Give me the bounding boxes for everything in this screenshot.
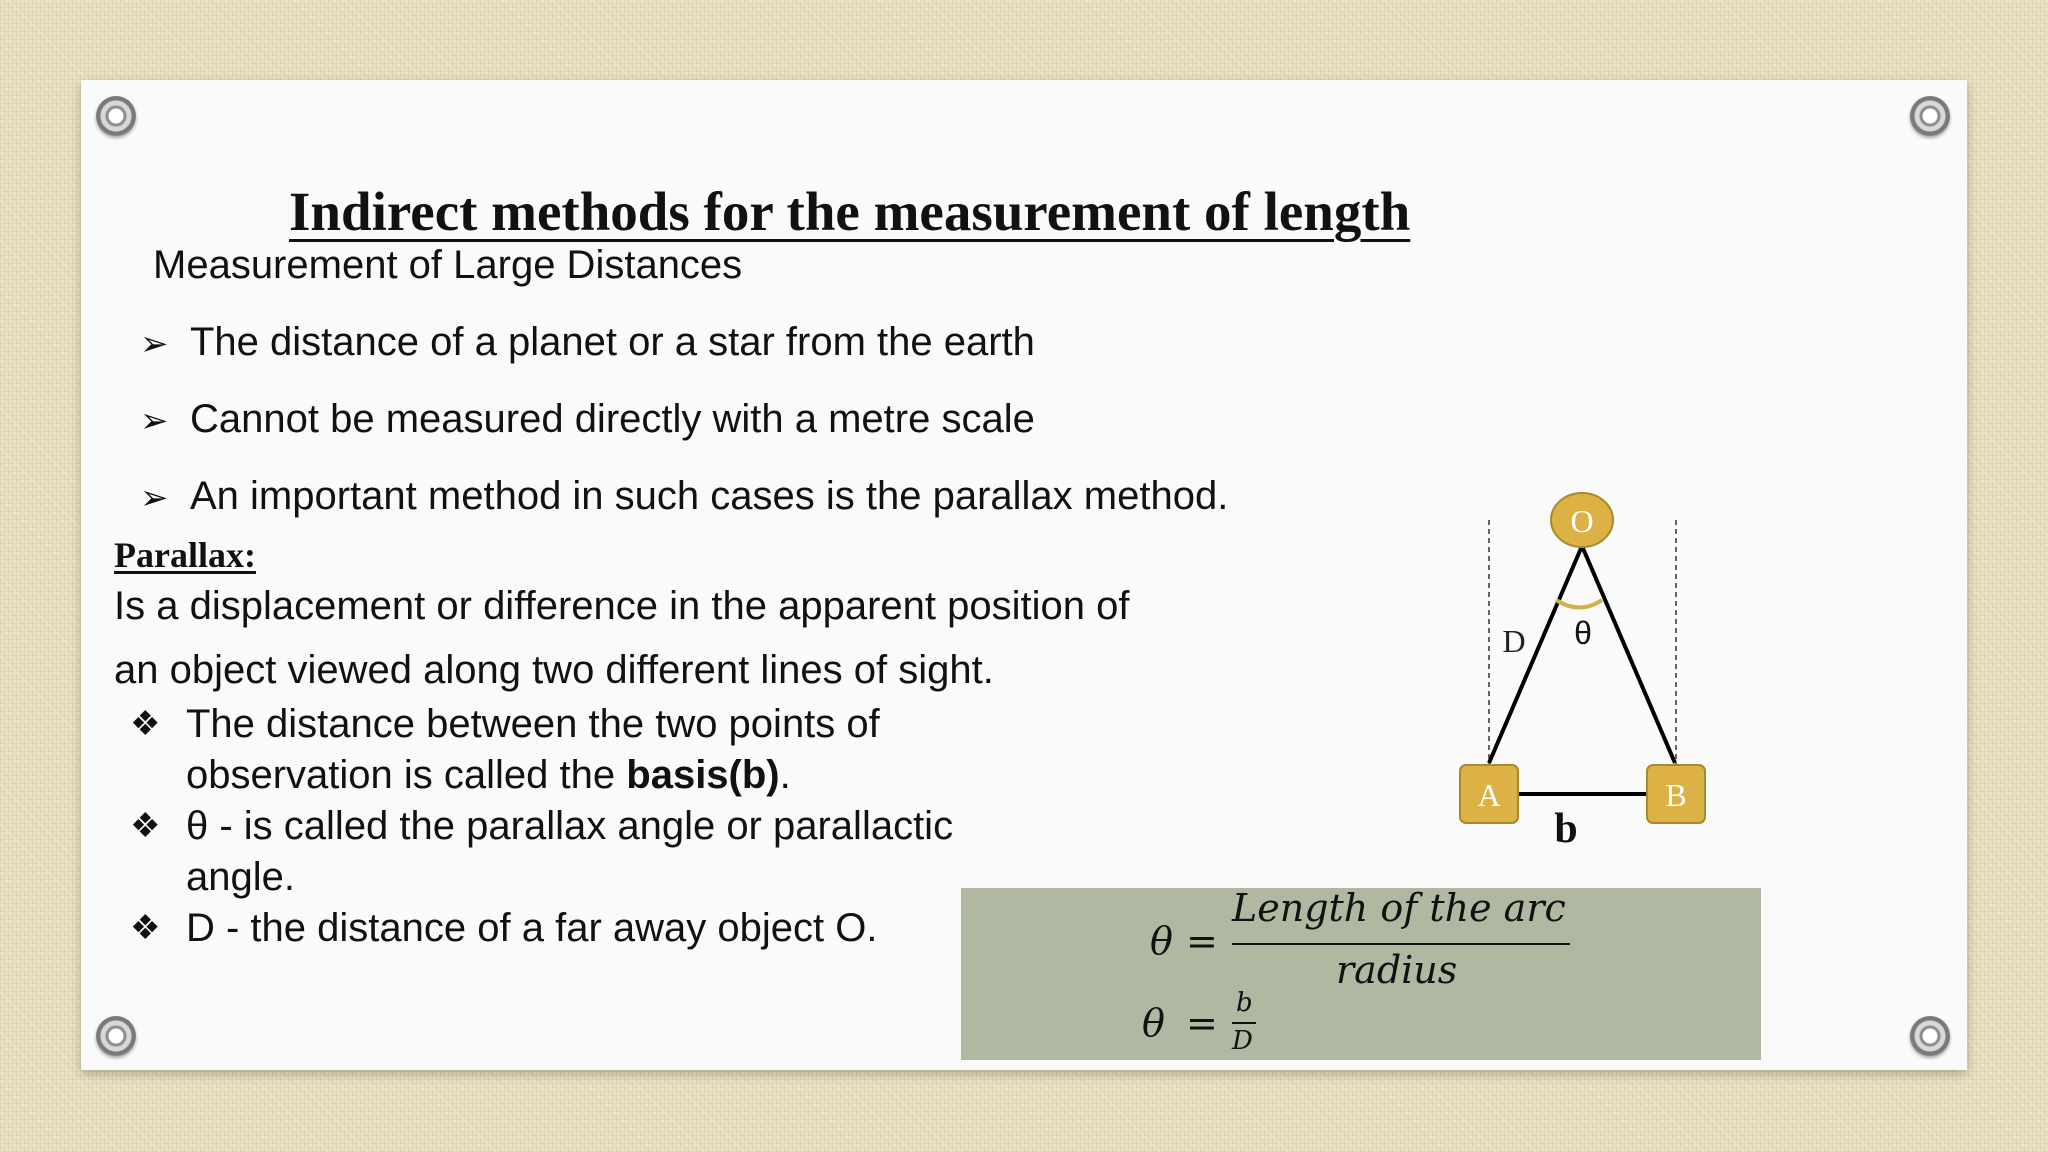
- bullet-theta: [130, 801, 1030, 903]
- formula-denominator: radius: [1336, 948, 1458, 992]
- parallax-diagram: [1440, 480, 1740, 860]
- page-title: Indirect methods for the measurement of length: [289, 181, 1411, 242]
- formula-theta-1: θ: [1150, 919, 1173, 963]
- formula-small-numerator: b: [1236, 988, 1253, 1018]
- bullet-distance-text: D - the distance of a far away object O.: [186, 906, 878, 950]
- arrow-bullet-icon: ➢: [140, 325, 169, 363]
- node-o-label: O: [1570, 503, 1594, 539]
- definition-line-2: an object viewed along two different lines of sight.: [114, 648, 994, 692]
- arrow-bullet-icon: ➢: [140, 402, 169, 440]
- parallax-heading: Parallax:: [114, 535, 256, 575]
- line-o-b: [1582, 546, 1675, 763]
- list-item: [140, 397, 1035, 442]
- list-item: [140, 320, 1035, 365]
- list-item-text: Cannot be measured directly with a metre scale: [190, 397, 1035, 441]
- arrow-bullet-icon: ➢: [140, 479, 169, 517]
- formula-numerator: Length of the arc: [1232, 886, 1566, 930]
- label-theta: θ: [1574, 615, 1592, 651]
- bullet-theta-line1: θ - is called the parallax angle or parallactic: [186, 804, 954, 848]
- formula-equals-2: =: [1186, 1001, 1218, 1045]
- bullet-basis-line1: The distance between the two points of: [186, 702, 880, 746]
- grommet-top-right: [1910, 96, 1950, 136]
- subtitle: Measurement of Large Distances: [153, 243, 743, 287]
- diamond-bullet-icon: ❖: [130, 705, 161, 743]
- node-b-label: B: [1665, 777, 1687, 813]
- formula-theta-2: θ: [1142, 1001, 1165, 1045]
- definition-line-1: Is a displacement or difference in the apparent position of: [114, 584, 1130, 628]
- label-d: D: [1502, 623, 1526, 659]
- formula-small-denominator: D: [1232, 1026, 1253, 1056]
- basis-bold: basis(b): [626, 753, 780, 797]
- theta-arc: [1556, 600, 1602, 608]
- list-item-text: The distance of a planet or a star from the earth: [190, 320, 1035, 364]
- bullet-basis: [130, 699, 1030, 801]
- label-base-b: b: [1554, 806, 1578, 852]
- bullet-distance: [130, 903, 1030, 954]
- diamond-bullet-icon: ❖: [130, 909, 161, 947]
- node-a-label: A: [1477, 777, 1501, 813]
- bullet-basis-line2: observation is called the basis(b).: [186, 753, 791, 797]
- bullet-theta-line2: angle.: [186, 855, 295, 899]
- grommet-top-left: [96, 96, 136, 136]
- grommet-bottom-left: [96, 1016, 136, 1056]
- small-fraction-bar: [1232, 1022, 1256, 1024]
- diamond-bullet-icon: ❖: [130, 807, 161, 845]
- list-item-text: An important method in such cases is the parallax method.: [190, 474, 1229, 518]
- formula-equals-1: =: [1186, 919, 1218, 963]
- list-item: [140, 474, 1228, 519]
- fraction-bar: [1232, 943, 1570, 945]
- grommet-bottom-right: [1910, 1016, 1950, 1056]
